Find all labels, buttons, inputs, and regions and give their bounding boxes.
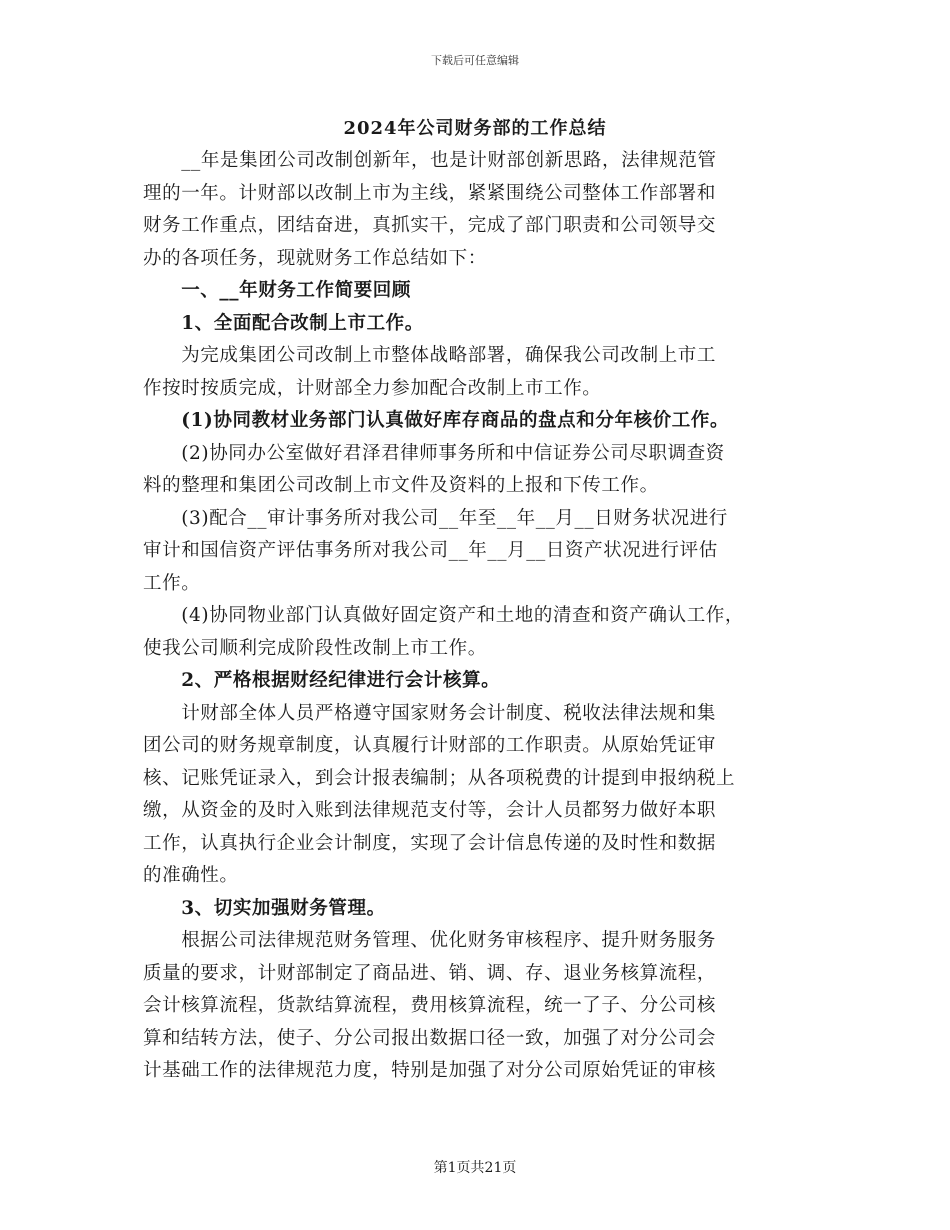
paragraph-line: 会计核算流程，货款结算流程，费用核算流程，统一了子、分公司核 (143, 995, 717, 1016)
paragraph-line: 理的一年。计财部以改制上市为主线，紧紧围绕公司整体工作部署和 (143, 182, 717, 204)
paragraph-line: 使我公司顺利完成阶段性改制上市工作。 (143, 637, 487, 659)
paragraph-line: (3)配合__审计事务所对我公司__年至__年__月__日财务状况进行 (143, 507, 728, 529)
paragraph-line: 财务工作重点，团结奋进，真抓实干，完成了部门职责和公司领导交 (143, 215, 717, 236)
paragraph-line: 缴，从资金的及时入账到法律规范支付等，会计人员都努力做好本职 (143, 800, 717, 821)
paragraph-line: (2)协同办公室做好君泽君律师事务所和中信证券公司尽职调查资 (143, 442, 725, 464)
paragraph-line: __年是集团公司改制创新年，也是计财部创新思路，法律规范管 (143, 150, 717, 171)
download-note: 下载后可任意编辑 (431, 54, 519, 67)
paragraph-line: 作按时按质完成，计财部全力参加配合改制上市工作。 (143, 377, 602, 399)
paragraph-line: 根据公司法律规范财务管理、优化财务审核程序、提升财务服务 (143, 930, 717, 951)
paragraph-line: 工作。 (143, 572, 201, 594)
paragraph-line: 工作，认真执行企业会计制度，实现了会计信息传递的及时性和数据 (143, 832, 717, 854)
section-heading-line: 1、全面配合改制上市工作。 (143, 312, 424, 334)
paragraph-line: 团公司的财务规章制度，认真履行计财部的工作职责。从原始凭证审 (143, 735, 717, 756)
section-heading-line: 2、严格根据财经纪律进行会计核算。 (143, 670, 501, 691)
paragraph-line: 的准确性。 (143, 865, 239, 886)
page-footer: 第1页共21页 (433, 1160, 517, 1176)
paragraph-line: 计财部全体人员严格遵守国家财务会计制度、税收法律法规和集 (143, 702, 717, 724)
document-title: 2024年公司财务部的工作总结 (343, 118, 607, 139)
section-heading-line: (1)协同教材业务部门认真做好库存商品的盘点和分年核价工作。 (143, 410, 730, 431)
paragraph-line: 算和结转方法，使子、分公司报出数据口径一致，加强了对分公司会 (143, 1027, 717, 1049)
paragraph-line: 审计和国信资产评估事务所对我公司__年__月__日资产状况进行评估 (143, 540, 718, 561)
paragraph-line: 为完成集团公司改制上市整体战略部署，确保我公司改制上市工 (143, 345, 717, 366)
paragraph-line: 质量的要求，计财部制定了商品进、销、调、存、退业务核算流程， (143, 962, 717, 984)
paragraph-line: 料的整理和集团公司改制上市文件及资料的上报和下传工作。 (143, 475, 659, 496)
paragraph-line: (4)协同物业部门认真做好固定资产和土地的清查和资产确认工作， (143, 605, 745, 626)
section-heading-line: 3、切实加强财务管理。 (143, 897, 386, 919)
paragraph-line: 办的各项任务，现就财务工作总结如下： (143, 247, 487, 269)
paragraph-line: 核、记账凭证录入，到会计报表编制；从各项税费的计提到申报纳税上 (143, 767, 736, 789)
section-heading-line: 一、__年财务工作简要回顾 (143, 280, 412, 301)
paragraph-line: 计基础工作的法律规范力度，特别是加强了对分公司原始凭证的审核 (143, 1060, 717, 1081)
document-body (143, 145, 813, 1088)
